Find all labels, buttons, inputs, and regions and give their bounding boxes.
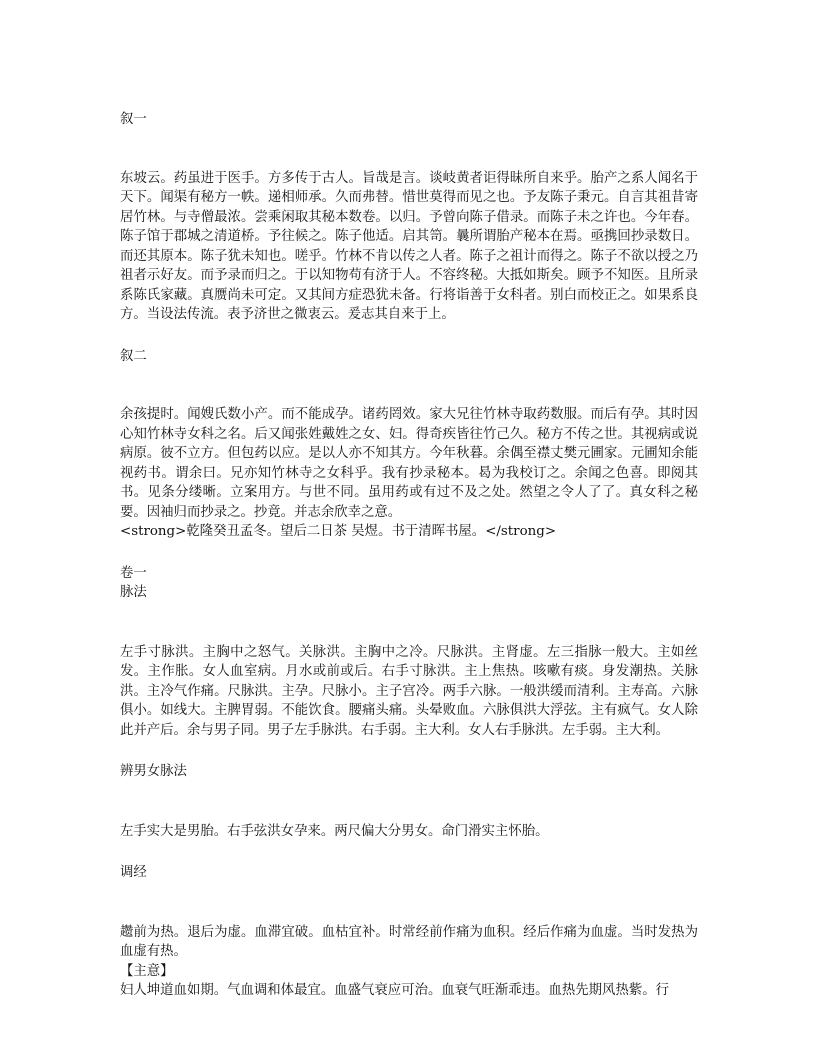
section-title-maifa: 脉法: [120, 585, 147, 600]
section-body-maifa: 左手寸脉洪。主胸中之怒气。关脉洪。主胸中之冷。尺脉洪。主肾虚。左三指脉一般大。主如丝发。主作胀。女人血室病。月水或前或后。右手寸脉洪。主上焦热。咳嗽有痰。身发潮热。关脉洪。主冷气作痛。尺脉洪。主孕。尺脉小。主子宫冷。两手六脉。一般洪缓而清利。主寿高。六脉俱小。如线大。主脾胃弱。不能饮食。腰痛头痛。头晕败血。六脉俱洪大浮弦。主有疯气。女人除此并产后。余与男子同。男子左手脉洪。右手弱。主大利。女人右手脉洪。左手弱。主大利。: [120, 644, 698, 738]
spacer: [120, 740, 698, 762]
spacer: [120, 782, 698, 822]
section-body-bian: 左手实大是男胎。右手弦洪女孕来。两尺偏大分男女。命门滑实主怀胎。: [120, 823, 549, 839]
volume-title: 卷一: [120, 565, 147, 581]
document-page: [120, 110, 698, 1001]
spacer: [120, 130, 698, 169]
section-body-xu1: 东坡云。药虽进于医手。方多传于古人。旨哉是言。谈岐黄者讵得昧所自来乎。胎产之系人闻名于天下。闻渠有秘方一帙。递相师承。久而弗替。惜世莫得而见之也。予友陈子秉元。自言其祖昔寄居竹林。与寺僧最浓。尝乘闲取其秘本数卷。以归。予曾向陈子借录。而陈子未之许也。今年春。陈子馆于郡城之清道桥。予往候之。陈子他适。启其笥。曩所谓胎产秘本在焉。亟携回抄录数日。而还其原本。陈子犹未知也。嗟乎。竹林不肯以传之人者。陈子之祖计而得之。陈子不欲以授之乃祖者示好友。而予录而归之。于以知物苟有济于人。不容终秘。大抵如斯矣。顾予不知医。且所录系陈氏家藏。真赝尚未可定。又其间方症恐犹未备。行将诣善于女科者。别白而校正之。如果系良方。当设法传流。表予济世之微衷云。爰志其自来于上。: [120, 170, 698, 322]
spacer: [120, 883, 698, 923]
spacer: [120, 603, 698, 643]
spacer: [120, 366, 698, 405]
section-title-xu1: 叙一: [120, 112, 147, 127]
section-title-tiaojing: 调经: [120, 865, 147, 880]
section-body-xu2: 余孩提时。闻嫂氏数小产。而不能成孕。诸药罔效。家大兄往竹林寺取药数服。而后有孕。其时因心知竹林寺女科之名。后又闻张姓戴姓之女、妇。得奇疾皆往竹己久。秘方不传之世。其视病或说病原。彼不立方。但包药以应。是以人亦不知其方。今年秋暮。余偶至襟丈樊元圃家。元圃知余能视药书。谓余曰。兄亦知竹林寺之女科乎。我有抄录秘本。曷为我校订之。余闻之色喜。即阅其书。见条分缕晰。立案用方。与世不同。虽用药或有过不及之处。然望之令人了了。真女科之秘要。因袖归而抄录之。抄竟。并志余欣幸之意。: [120, 407, 698, 520]
section-title-bian: 辨男女脉法: [120, 764, 187, 779]
signature-line: <strong>乾隆癸丑孟冬。望后二日茶 吴煜。书于清晖书屋。</strong>: [120, 524, 557, 539]
label-zhuyi: 【主意】: [120, 963, 174, 979]
section-tail-tiaojing: 妇人坤道血如期。气血调和体最宜。血盛气衰应可治。血衰气旺渐乖违。血热先期风热紫。行: [120, 983, 670, 998]
spacer: [120, 542, 698, 564]
section-body-tiaojing: 趱前为热。退后为虚。血滞宜破。血枯宜补。时常经前作痛为血积。经后作痛为血虚。当时发热为血虚有热。: [120, 924, 698, 959]
spacer: [120, 325, 698, 347]
spacer: [120, 841, 698, 863]
section-title-xu2: 叙二: [120, 348, 147, 364]
